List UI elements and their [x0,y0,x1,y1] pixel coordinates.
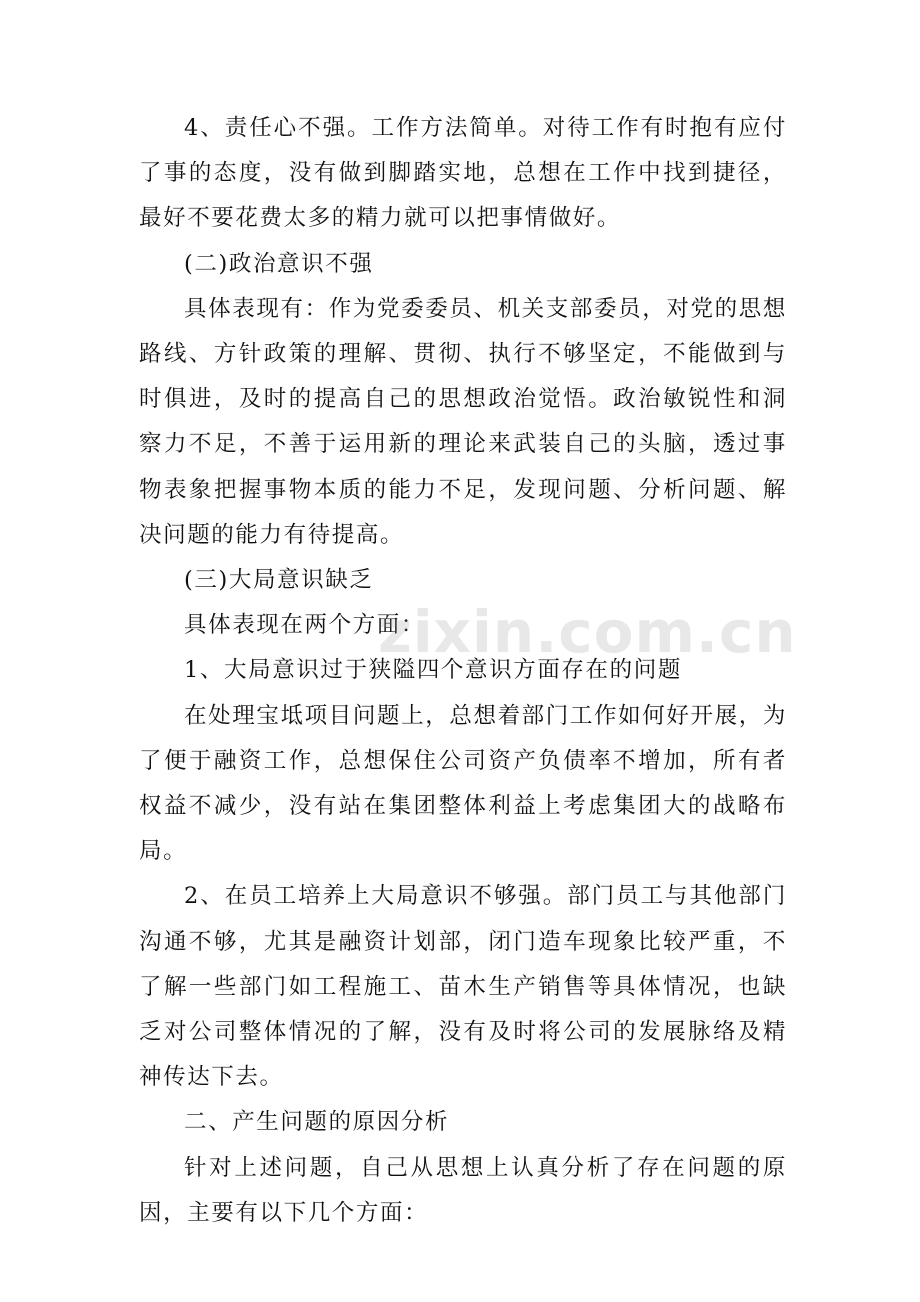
paragraph-baodi-project: 在处理宝坻项目问题上，总想着部门工作如何好开展，为了便于融资工作，总想保住公司资产负债率不增加，所有者权益不减少，没有站在集团整体利益上考虑集团大的战略布局。 [139,702,787,865]
paragraph-item-4: 4、责任心不强。工作方法简单。对待工作有时抱有应付了事的态度，没有做到脚踏实地，总想在工作中找到捷径，最好不要花费太多的精力就可以把事情做好。 [139,115,787,232]
watermark: zixin.com.cn [378,598,797,666]
paragraph-item-2: 2、在员工培养上大局意识不够强。部门员工与其他部门沟通不够，尤其是融资计划部，闭门造车现象比较严重，不了解一些部门如工程施工、苗木生产销售等具体情况，也缺乏对公司整体情况的了解，没有及时将公司的发展脉络及精神传达下去。 [139,883,787,1091]
document-body [139,106,787,1236]
paragraph-political-details: 具体表现有：作为党委委员、机关支部委员，对党的思想路线、方针政策的理解、贯彻、执行不够坚定，不能做到与时俱进，及时的提高自己的思想政治觉悟。政治敏锐性和洞察力不足，不善于运用新的理论来武装自己的头脑，透过事物表象把握事物本质的能力不足，发现问题、分析问题、解决问题的能力有待提高。 [139,295,787,548]
paragraph-two-aspects: 具体表现在两个方面： [184,612,426,639]
section-heading-cause-analysis: 二、产生问题的原因分析 [184,1109,450,1136]
section-heading-overall-awareness: (三)大局意识缺乏 [184,567,374,594]
section-heading-political-awareness: (二)政治意识不强 [184,250,374,277]
paragraph-cause-intro: 针对上述问题，自己从思想上认真分析了存在问题的原因，主要有以下几个方面： [139,1154,787,1226]
paragraph-item-1: 1、大局意识过于狭隘四个意识方面存在的问题 [184,657,682,684]
